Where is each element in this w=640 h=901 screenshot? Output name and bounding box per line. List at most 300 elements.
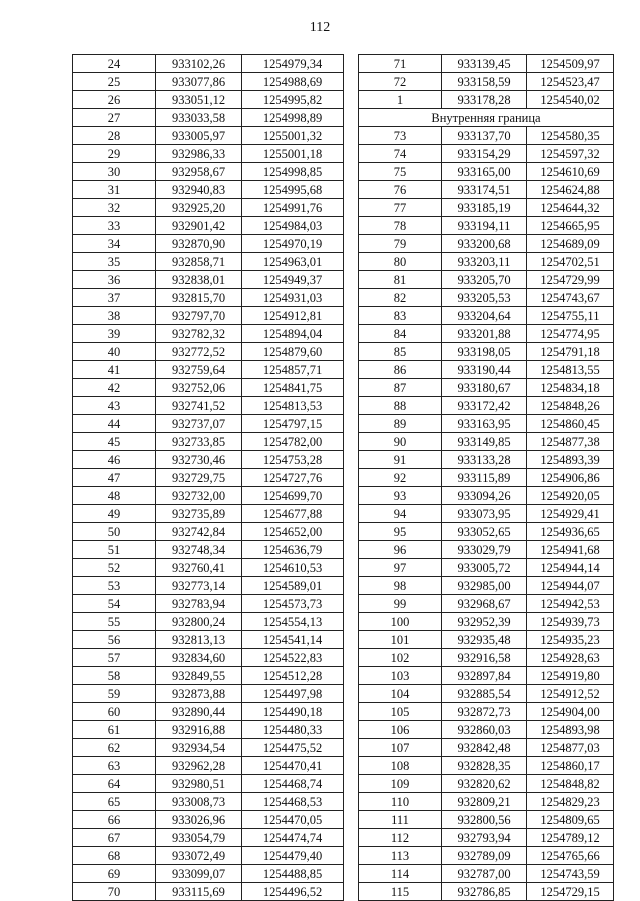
point-number-cell: 79 bbox=[359, 235, 442, 253]
y-coordinate-cell: 1254920,05 bbox=[527, 487, 614, 505]
x-coordinate-cell: 932873,88 bbox=[156, 685, 242, 703]
x-coordinate-cell: 933163,95 bbox=[442, 415, 527, 433]
x-coordinate-cell: 933133,28 bbox=[442, 451, 527, 469]
point-number-cell: 108 bbox=[359, 757, 442, 775]
point-number-cell: 115 bbox=[359, 883, 442, 901]
point-number-cell: 30 bbox=[73, 163, 156, 181]
y-coordinate-cell: 1254894,04 bbox=[242, 325, 344, 343]
table-row bbox=[359, 649, 614, 667]
table-row bbox=[359, 721, 614, 739]
point-number-cell: 52 bbox=[73, 559, 156, 577]
point-number-cell: 64 bbox=[73, 775, 156, 793]
y-coordinate-cell: 1254497,98 bbox=[242, 685, 344, 703]
point-number-cell: 96 bbox=[359, 541, 442, 559]
x-coordinate-cell: 932952,39 bbox=[442, 613, 527, 631]
y-coordinate-cell: 1254652,00 bbox=[242, 523, 344, 541]
table-row bbox=[359, 685, 614, 703]
table-row bbox=[359, 469, 614, 487]
x-coordinate-cell: 932934,54 bbox=[156, 739, 242, 757]
x-coordinate-cell: 932742,84 bbox=[156, 523, 242, 541]
table-row bbox=[73, 469, 344, 487]
point-number-cell: 89 bbox=[359, 415, 442, 433]
section-row bbox=[359, 109, 614, 127]
table-row bbox=[73, 667, 344, 685]
x-coordinate-cell: 933077,86 bbox=[156, 73, 242, 91]
table-row bbox=[359, 55, 614, 73]
x-coordinate-cell: 933115,89 bbox=[442, 469, 527, 487]
x-coordinate-cell: 932748,34 bbox=[156, 541, 242, 559]
table-row bbox=[359, 307, 614, 325]
point-number-cell: 103 bbox=[359, 667, 442, 685]
y-coordinate-cell: 1254857,71 bbox=[242, 361, 344, 379]
table-row bbox=[73, 577, 344, 595]
x-coordinate-cell: 933172,42 bbox=[442, 397, 527, 415]
y-coordinate-cell: 1254998,89 bbox=[242, 109, 344, 127]
y-coordinate-cell: 1254702,51 bbox=[527, 253, 614, 271]
x-coordinate-cell: 932858,71 bbox=[156, 253, 242, 271]
y-coordinate-cell: 1254906,86 bbox=[527, 469, 614, 487]
table-row bbox=[359, 613, 614, 631]
x-coordinate-cell: 932838,01 bbox=[156, 271, 242, 289]
y-coordinate-cell: 1254935,23 bbox=[527, 631, 614, 649]
point-number-cell: 112 bbox=[359, 829, 442, 847]
y-coordinate-cell: 1254636,79 bbox=[242, 541, 344, 559]
y-coordinate-cell: 1254929,41 bbox=[527, 505, 614, 523]
table-row bbox=[359, 559, 614, 577]
table-row bbox=[359, 145, 614, 163]
point-number-cell: 39 bbox=[73, 325, 156, 343]
y-coordinate-cell: 1254488,85 bbox=[242, 865, 344, 883]
point-number-cell: 51 bbox=[73, 541, 156, 559]
y-coordinate-cell: 1254893,98 bbox=[527, 721, 614, 739]
x-coordinate-cell: 933008,73 bbox=[156, 793, 242, 811]
table-row bbox=[359, 271, 614, 289]
point-number-cell: 81 bbox=[359, 271, 442, 289]
table-row bbox=[359, 739, 614, 757]
table-row bbox=[73, 91, 344, 109]
point-number-cell: 60 bbox=[73, 703, 156, 721]
x-coordinate-cell: 932935,48 bbox=[442, 631, 527, 649]
y-coordinate-cell: 1254753,28 bbox=[242, 451, 344, 469]
point-number-cell: 38 bbox=[73, 307, 156, 325]
y-coordinate-cell: 1254879,60 bbox=[242, 343, 344, 361]
x-coordinate-cell: 933115,69 bbox=[156, 883, 242, 901]
table-row bbox=[359, 91, 614, 109]
x-coordinate-cell: 933205,70 bbox=[442, 271, 527, 289]
point-number-cell: 40 bbox=[73, 343, 156, 361]
table-row bbox=[359, 541, 614, 559]
point-number-cell: 71 bbox=[359, 55, 442, 73]
point-number-cell: 83 bbox=[359, 307, 442, 325]
y-coordinate-cell: 1254877,38 bbox=[527, 433, 614, 451]
y-coordinate-cell: 1254970,19 bbox=[242, 235, 344, 253]
table-row bbox=[73, 793, 344, 811]
x-coordinate-cell: 932735,89 bbox=[156, 505, 242, 523]
x-coordinate-cell: 932730,46 bbox=[156, 451, 242, 469]
y-coordinate-cell: 1254523,47 bbox=[527, 73, 614, 91]
x-coordinate-cell: 932916,88 bbox=[156, 721, 242, 739]
point-number-cell: 78 bbox=[359, 217, 442, 235]
table-row bbox=[359, 361, 614, 379]
point-number-cell: 113 bbox=[359, 847, 442, 865]
x-coordinate-cell: 933137,70 bbox=[442, 127, 527, 145]
y-coordinate-cell: 1254998,85 bbox=[242, 163, 344, 181]
point-number-cell: 33 bbox=[73, 217, 156, 235]
y-coordinate-cell: 1254541,14 bbox=[242, 631, 344, 649]
table-row bbox=[359, 883, 614, 901]
table-row bbox=[359, 235, 614, 253]
y-coordinate-cell: 1254480,33 bbox=[242, 721, 344, 739]
table-row bbox=[359, 667, 614, 685]
table-row bbox=[73, 127, 344, 145]
y-coordinate-cell: 1254522,83 bbox=[242, 649, 344, 667]
point-number-cell: 114 bbox=[359, 865, 442, 883]
point-number-cell: 76 bbox=[359, 181, 442, 199]
x-coordinate-cell: 932968,67 bbox=[442, 595, 527, 613]
x-coordinate-cell: 932986,33 bbox=[156, 145, 242, 163]
point-number-cell: 102 bbox=[359, 649, 442, 667]
x-coordinate-cell: 932885,54 bbox=[442, 685, 527, 703]
y-coordinate-cell: 1254475,52 bbox=[242, 739, 344, 757]
y-coordinate-cell: 1254610,69 bbox=[527, 163, 614, 181]
table-row bbox=[359, 253, 614, 271]
y-coordinate-cell: 1254490,18 bbox=[242, 703, 344, 721]
y-coordinate-cell: 1254580,35 bbox=[527, 127, 614, 145]
table-row bbox=[359, 865, 614, 883]
table-row bbox=[73, 703, 344, 721]
x-coordinate-cell: 933158,59 bbox=[442, 73, 527, 91]
y-coordinate-cell: 1254848,82 bbox=[527, 775, 614, 793]
point-number-cell: 50 bbox=[73, 523, 156, 541]
point-number-cell: 87 bbox=[359, 379, 442, 397]
x-coordinate-cell: 933099,07 bbox=[156, 865, 242, 883]
table-row bbox=[359, 757, 614, 775]
x-coordinate-cell: 932958,67 bbox=[156, 163, 242, 181]
table-row bbox=[73, 865, 344, 883]
table-row bbox=[359, 415, 614, 433]
y-coordinate-cell: 1254765,66 bbox=[527, 847, 614, 865]
section-label: Внутренняя граница bbox=[359, 109, 614, 127]
x-coordinate-cell: 933026,96 bbox=[156, 811, 242, 829]
table-row bbox=[73, 523, 344, 541]
point-number-cell: 97 bbox=[359, 559, 442, 577]
x-coordinate-cell: 932733,85 bbox=[156, 433, 242, 451]
table-row bbox=[73, 361, 344, 379]
point-number-cell: 105 bbox=[359, 703, 442, 721]
table-row bbox=[73, 739, 344, 757]
point-number-cell: 45 bbox=[73, 433, 156, 451]
point-number-cell: 57 bbox=[73, 649, 156, 667]
table-row bbox=[359, 289, 614, 307]
point-number-cell: 37 bbox=[73, 289, 156, 307]
y-coordinate-cell: 1254848,26 bbox=[527, 397, 614, 415]
x-coordinate-cell: 932980,51 bbox=[156, 775, 242, 793]
point-number-cell: 94 bbox=[359, 505, 442, 523]
table-row bbox=[359, 343, 614, 361]
table-row bbox=[359, 451, 614, 469]
x-coordinate-cell: 932813,13 bbox=[156, 631, 242, 649]
y-coordinate-cell: 1254470,41 bbox=[242, 757, 344, 775]
table-row bbox=[359, 703, 614, 721]
point-number-cell: 95 bbox=[359, 523, 442, 541]
y-coordinate-cell: 1254573,73 bbox=[242, 595, 344, 613]
x-coordinate-cell: 933200,68 bbox=[442, 235, 527, 253]
point-number-cell: 26 bbox=[73, 91, 156, 109]
y-coordinate-cell: 1254931,03 bbox=[242, 289, 344, 307]
y-coordinate-cell: 1254860,17 bbox=[527, 757, 614, 775]
y-coordinate-cell: 1254665,95 bbox=[527, 217, 614, 235]
x-coordinate-cell: 933185,19 bbox=[442, 199, 527, 217]
table-row bbox=[359, 631, 614, 649]
y-coordinate-cell: 1255001,32 bbox=[242, 127, 344, 145]
table-row bbox=[73, 649, 344, 667]
y-coordinate-cell: 1254597,32 bbox=[527, 145, 614, 163]
x-coordinate-cell: 933033,58 bbox=[156, 109, 242, 127]
x-coordinate-cell: 932729,75 bbox=[156, 469, 242, 487]
table-row bbox=[359, 811, 614, 829]
table-row bbox=[359, 487, 614, 505]
y-coordinate-cell: 1254729,99 bbox=[527, 271, 614, 289]
x-coordinate-cell: 932783,94 bbox=[156, 595, 242, 613]
x-coordinate-cell: 933180,67 bbox=[442, 379, 527, 397]
y-coordinate-cell: 1254468,53 bbox=[242, 793, 344, 811]
x-coordinate-cell: 933165,00 bbox=[442, 163, 527, 181]
point-number-cell: 53 bbox=[73, 577, 156, 595]
point-number-cell: 47 bbox=[73, 469, 156, 487]
x-coordinate-cell: 932985,00 bbox=[442, 577, 527, 595]
point-number-cell: 54 bbox=[73, 595, 156, 613]
table-row bbox=[359, 847, 614, 865]
point-number-cell: 85 bbox=[359, 343, 442, 361]
y-coordinate-cell: 1255001,18 bbox=[242, 145, 344, 163]
x-coordinate-cell: 932759,64 bbox=[156, 361, 242, 379]
x-coordinate-cell: 932815,70 bbox=[156, 289, 242, 307]
y-coordinate-cell: 1254912,52 bbox=[527, 685, 614, 703]
point-number-cell: 100 bbox=[359, 613, 442, 631]
point-number-cell: 44 bbox=[73, 415, 156, 433]
y-coordinate-cell: 1254813,53 bbox=[242, 397, 344, 415]
table-row bbox=[73, 631, 344, 649]
x-coordinate-cell: 933072,49 bbox=[156, 847, 242, 865]
point-number-cell: 43 bbox=[73, 397, 156, 415]
point-number-cell: 41 bbox=[73, 361, 156, 379]
y-coordinate-cell: 1254610,53 bbox=[242, 559, 344, 577]
y-coordinate-cell: 1254624,88 bbox=[527, 181, 614, 199]
y-coordinate-cell: 1254729,15 bbox=[527, 883, 614, 901]
table-row bbox=[73, 163, 344, 181]
table-row bbox=[73, 145, 344, 163]
table-row bbox=[73, 73, 344, 91]
table-row bbox=[73, 757, 344, 775]
table-row bbox=[73, 775, 344, 793]
x-coordinate-cell: 933073,95 bbox=[442, 505, 527, 523]
coordinates-table-right bbox=[358, 54, 614, 901]
point-number-cell: 42 bbox=[73, 379, 156, 397]
point-number-cell: 82 bbox=[359, 289, 442, 307]
x-coordinate-cell: 933139,45 bbox=[442, 55, 527, 73]
point-number-cell: 86 bbox=[359, 361, 442, 379]
table-row bbox=[359, 199, 614, 217]
table-row bbox=[73, 217, 344, 235]
y-coordinate-cell: 1254984,03 bbox=[242, 217, 344, 235]
y-coordinate-cell: 1254727,76 bbox=[242, 469, 344, 487]
x-coordinate-cell: 932872,73 bbox=[442, 703, 527, 721]
table-row bbox=[73, 181, 344, 199]
y-coordinate-cell: 1254944,07 bbox=[527, 577, 614, 595]
x-coordinate-cell: 932890,44 bbox=[156, 703, 242, 721]
point-number-cell: 104 bbox=[359, 685, 442, 703]
point-number-cell: 92 bbox=[359, 469, 442, 487]
y-coordinate-cell: 1254755,11 bbox=[527, 307, 614, 325]
y-coordinate-cell: 1254936,65 bbox=[527, 523, 614, 541]
x-coordinate-cell: 933174,51 bbox=[442, 181, 527, 199]
table-row bbox=[73, 613, 344, 631]
y-coordinate-cell: 1254939,73 bbox=[527, 613, 614, 631]
table-row bbox=[73, 595, 344, 613]
x-coordinate-cell: 932870,90 bbox=[156, 235, 242, 253]
table-row bbox=[73, 559, 344, 577]
x-coordinate-cell: 932842,48 bbox=[442, 739, 527, 757]
point-number-cell: 75 bbox=[359, 163, 442, 181]
table-row bbox=[73, 307, 344, 325]
x-coordinate-cell: 932732,00 bbox=[156, 487, 242, 505]
point-number-cell: 107 bbox=[359, 739, 442, 757]
y-coordinate-cell: 1254474,74 bbox=[242, 829, 344, 847]
y-coordinate-cell: 1254782,00 bbox=[242, 433, 344, 451]
table-row bbox=[359, 577, 614, 595]
x-coordinate-cell: 932860,03 bbox=[442, 721, 527, 739]
y-coordinate-cell: 1254677,88 bbox=[242, 505, 344, 523]
point-number-cell: 69 bbox=[73, 865, 156, 883]
table-row bbox=[359, 181, 614, 199]
table-row bbox=[73, 811, 344, 829]
point-number-cell: 88 bbox=[359, 397, 442, 415]
y-coordinate-cell: 1254554,13 bbox=[242, 613, 344, 631]
x-coordinate-cell: 932820,62 bbox=[442, 775, 527, 793]
table-row bbox=[359, 379, 614, 397]
x-coordinate-cell: 933205,53 bbox=[442, 289, 527, 307]
x-coordinate-cell: 932849,55 bbox=[156, 667, 242, 685]
x-coordinate-cell: 932787,00 bbox=[442, 865, 527, 883]
point-number-cell: 80 bbox=[359, 253, 442, 271]
y-coordinate-cell: 1254991,76 bbox=[242, 199, 344, 217]
x-coordinate-cell: 933198,05 bbox=[442, 343, 527, 361]
y-coordinate-cell: 1254912,81 bbox=[242, 307, 344, 325]
point-number-cell: 61 bbox=[73, 721, 156, 739]
x-coordinate-cell: 933054,79 bbox=[156, 829, 242, 847]
x-coordinate-cell: 932741,52 bbox=[156, 397, 242, 415]
table-row bbox=[359, 397, 614, 415]
point-number-cell: 106 bbox=[359, 721, 442, 739]
point-number-cell: 48 bbox=[73, 487, 156, 505]
y-coordinate-cell: 1254589,01 bbox=[242, 577, 344, 595]
x-coordinate-cell: 932760,41 bbox=[156, 559, 242, 577]
table-row bbox=[359, 595, 614, 613]
x-coordinate-cell: 933203,11 bbox=[442, 253, 527, 271]
y-coordinate-cell: 1254774,95 bbox=[527, 325, 614, 343]
x-coordinate-cell: 932940,83 bbox=[156, 181, 242, 199]
y-coordinate-cell: 1254540,02 bbox=[527, 91, 614, 109]
table-row bbox=[73, 415, 344, 433]
y-coordinate-cell: 1254941,68 bbox=[527, 541, 614, 559]
y-coordinate-cell: 1254944,14 bbox=[527, 559, 614, 577]
table-row bbox=[359, 325, 614, 343]
y-coordinate-cell: 1254479,40 bbox=[242, 847, 344, 865]
table-row bbox=[359, 505, 614, 523]
y-coordinate-cell: 1254949,37 bbox=[242, 271, 344, 289]
table-row bbox=[73, 379, 344, 397]
y-coordinate-cell: 1254468,74 bbox=[242, 775, 344, 793]
y-coordinate-cell: 1254496,52 bbox=[242, 883, 344, 901]
point-number-cell: 90 bbox=[359, 433, 442, 451]
x-coordinate-cell: 932772,52 bbox=[156, 343, 242, 361]
y-coordinate-cell: 1254743,59 bbox=[527, 865, 614, 883]
point-number-cell: 31 bbox=[73, 181, 156, 199]
x-coordinate-cell: 933102,26 bbox=[156, 55, 242, 73]
table-row bbox=[359, 523, 614, 541]
point-number-cell: 58 bbox=[73, 667, 156, 685]
point-number-cell: 63 bbox=[73, 757, 156, 775]
point-number-cell: 110 bbox=[359, 793, 442, 811]
y-coordinate-cell: 1254829,23 bbox=[527, 793, 614, 811]
point-number-cell: 109 bbox=[359, 775, 442, 793]
point-number-cell: 25 bbox=[73, 73, 156, 91]
table-row bbox=[73, 289, 344, 307]
x-coordinate-cell: 932800,56 bbox=[442, 811, 527, 829]
x-coordinate-cell: 932773,14 bbox=[156, 577, 242, 595]
table-row bbox=[73, 109, 344, 127]
x-coordinate-cell: 933178,28 bbox=[442, 91, 527, 109]
x-coordinate-cell: 932925,20 bbox=[156, 199, 242, 217]
point-number-cell: 27 bbox=[73, 109, 156, 127]
point-number-cell: 35 bbox=[73, 253, 156, 271]
point-number-cell: 68 bbox=[73, 847, 156, 865]
point-number-cell: 56 bbox=[73, 631, 156, 649]
x-coordinate-cell: 932782,32 bbox=[156, 325, 242, 343]
point-number-cell: 73 bbox=[359, 127, 442, 145]
point-number-cell: 74 bbox=[359, 145, 442, 163]
table-row bbox=[73, 55, 344, 73]
y-coordinate-cell: 1254928,63 bbox=[527, 649, 614, 667]
table-row bbox=[73, 271, 344, 289]
table-row bbox=[359, 433, 614, 451]
x-coordinate-cell: 932901,42 bbox=[156, 217, 242, 235]
point-number-cell: 46 bbox=[73, 451, 156, 469]
point-number-cell: 66 bbox=[73, 811, 156, 829]
x-coordinate-cell: 932752,06 bbox=[156, 379, 242, 397]
table-row bbox=[73, 235, 344, 253]
table-row bbox=[73, 685, 344, 703]
point-number-cell: 72 bbox=[359, 73, 442, 91]
point-number-cell: 84 bbox=[359, 325, 442, 343]
table-row bbox=[73, 433, 344, 451]
x-coordinate-cell: 932962,28 bbox=[156, 757, 242, 775]
y-coordinate-cell: 1254743,67 bbox=[527, 289, 614, 307]
table-row bbox=[359, 775, 614, 793]
x-coordinate-cell: 933094,26 bbox=[442, 487, 527, 505]
x-coordinate-cell: 933204,64 bbox=[442, 307, 527, 325]
y-coordinate-cell: 1254904,00 bbox=[527, 703, 614, 721]
y-coordinate-cell: 1254699,70 bbox=[242, 487, 344, 505]
table-row bbox=[73, 541, 344, 559]
x-coordinate-cell: 932828,35 bbox=[442, 757, 527, 775]
y-coordinate-cell: 1254512,28 bbox=[242, 667, 344, 685]
y-coordinate-cell: 1254791,18 bbox=[527, 343, 614, 361]
point-number-cell: 67 bbox=[73, 829, 156, 847]
y-coordinate-cell: 1254893,39 bbox=[527, 451, 614, 469]
table-row bbox=[359, 217, 614, 235]
y-coordinate-cell: 1254809,65 bbox=[527, 811, 614, 829]
